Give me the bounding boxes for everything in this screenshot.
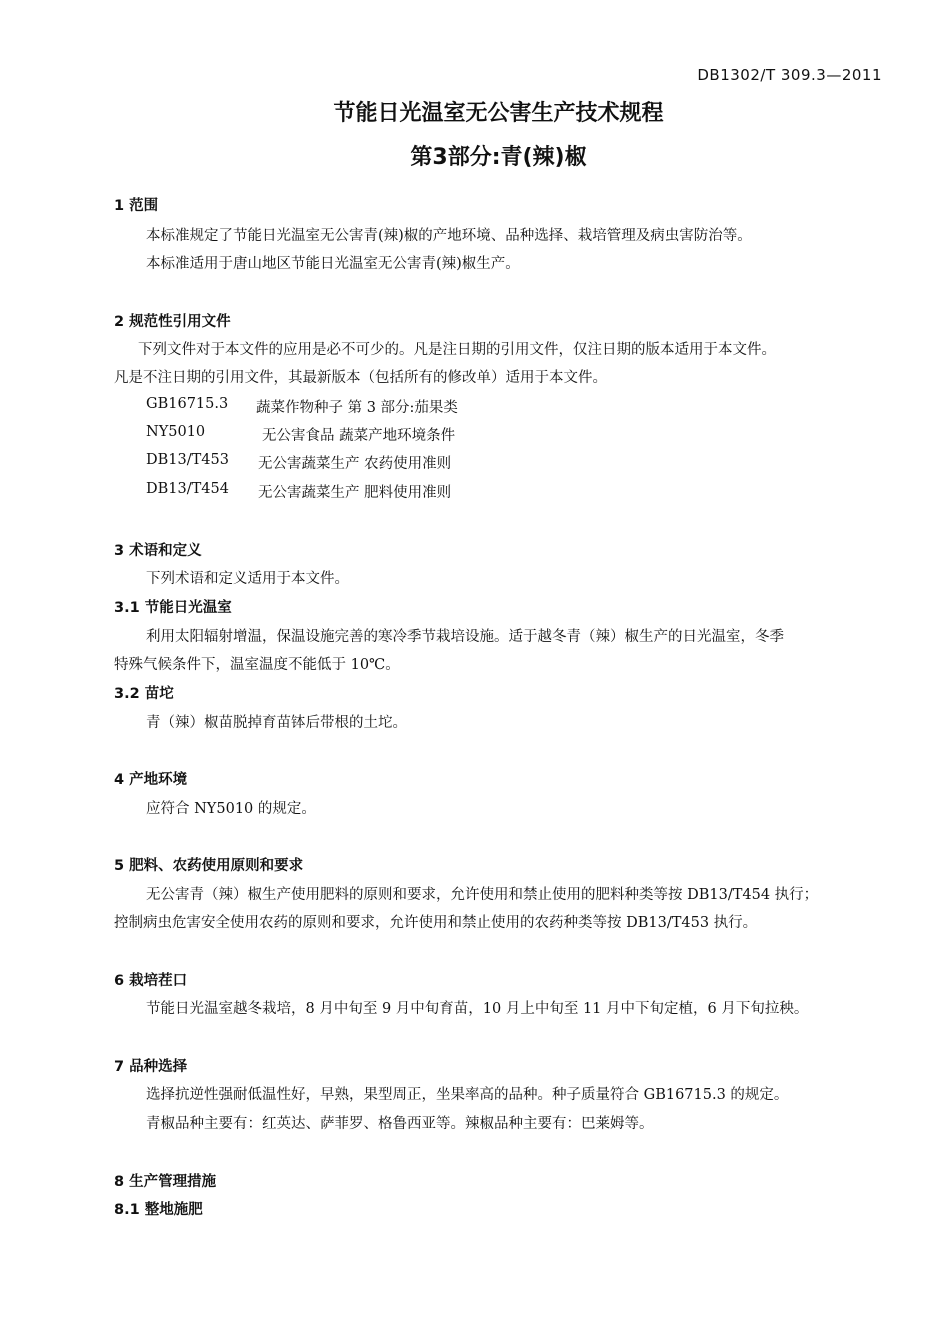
section-2-paragraph: 下列文件对于本文件的应用是必不可少的。凡是注日期的引用文件，仅注日期的版本适用于本文件。 <box>138 342 776 358</box>
section-8-1-heading: 8.1 整地施肥 <box>114 1202 203 1218</box>
standard-number: DB1302/T 309.3—2011 <box>697 66 882 84</box>
reference-title: 无公害蔬菜生产 农药使用准则 <box>258 456 452 472</box>
section-1-paragraph: 本标准规定了节能日光温室无公害青(辣)椒的产地环境、品种选择、栽培管理及病虫害防治等。 <box>146 228 752 244</box>
section-3-2-paragraph: 青（辣）椒苗脱掉育苗钵后带根的土坨。 <box>146 715 407 731</box>
section-3-heading: 3 术语和定义 <box>114 543 202 559</box>
section-3-1-paragraph: 特殊气候条件下，温室温度不能低于 10℃。 <box>114 657 400 673</box>
reference-code: DB13/T453 <box>146 452 229 468</box>
reference-code: GB16715.3 <box>146 396 229 412</box>
section-6-heading: 6 栽培茬口 <box>114 973 188 989</box>
section-7-heading: 7 品种选择 <box>114 1059 188 1075</box>
section-7-paragraph: 青椒品种主要有：红英达、萨菲罗、格鲁西亚等。辣椒品种主要有：巴莱姆等。 <box>146 1116 654 1132</box>
section-5-paragraph: 无公害青（辣）椒生产使用肥料的原则和要求，允许使用和禁止使用的肥料种类等按 DB13/T454 执行； <box>146 887 819 903</box>
reference-title: 蔬菜作物种子 第 3 部分:茄果类 <box>256 400 458 416</box>
section-8-heading: 8 生产管理措施 <box>114 1174 217 1190</box>
section-3-2-heading: 3.2 苗坨 <box>114 686 174 702</box>
section-1-paragraph: 本标准适用于唐山地区节能日光温室无公害青(辣)椒生产。 <box>146 256 520 272</box>
reference-code: NY5010 <box>146 424 206 440</box>
section-5-paragraph: 控制病虫危害安全使用农药的原则和要求，允许使用和禁止使用的农药种类等按 DB13/T453 执行。 <box>114 915 758 931</box>
section-4-heading: 4 产地环境 <box>114 772 188 788</box>
section-1-heading: 1 范围 <box>114 198 159 214</box>
reference-title: 无公害食品 蔬菜产地环境条件 <box>262 428 456 444</box>
reference-title: 无公害蔬菜生产 肥料使用准则 <box>258 485 452 501</box>
section-2-heading: 2 规范性引用文件 <box>114 314 231 330</box>
section-5-heading: 5 肥料、农药使用原则和要求 <box>114 858 304 874</box>
section-3-paragraph: 下列术语和定义适用于本文件。 <box>146 571 349 587</box>
document-title: 节能日光温室无公害生产技术规程 <box>333 101 664 126</box>
document-subtitle: 第3部分:青(辣)椒 <box>410 145 587 170</box>
section-4-paragraph: 应符合 NY5010 的规定。 <box>146 801 316 817</box>
reference-code: DB13/T454 <box>146 481 229 497</box>
section-3-1-heading: 3.1 节能日光温室 <box>114 600 232 616</box>
section-3-1-paragraph: 利用太阳辐射增温，保温设施完善的寒冷季节栽培设施。适于越冬青（辣）椒生产的日光温室，冬季 <box>146 629 784 645</box>
section-2-paragraph: 凡是不注日期的引用文件，其最新版本（包括所有的修改单）适用于本文件。 <box>114 370 607 386</box>
section-6-paragraph: 节能日光温室越冬栽培，8 月中旬至 9 月中旬育苗，10 月上中旬至 11 月中下旬定植，6 月下旬拉秧。 <box>146 1001 809 1017</box>
section-7-paragraph: 选择抗逆性强耐低温性好，早熟，果型周正，坐果率高的品种。种子质量符合 GB16715.3 的规定。 <box>146 1087 789 1103</box>
